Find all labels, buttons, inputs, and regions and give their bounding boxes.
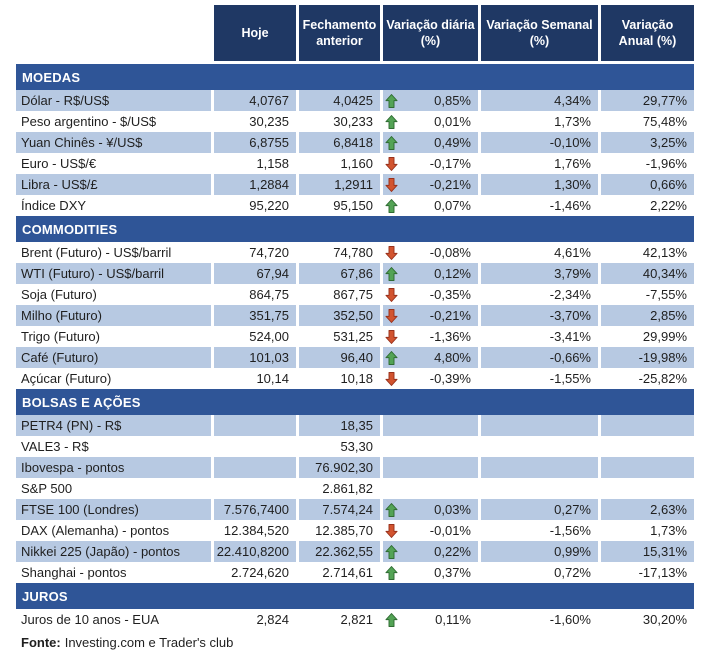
cell-fechamento: 67,86 xyxy=(299,263,380,284)
cell-hoje: 95,220 xyxy=(214,195,296,216)
section-header-commodities xyxy=(16,216,694,242)
cell-variacao-anual: 1,73% xyxy=(601,520,694,541)
cell-variacao-diaria xyxy=(383,562,478,583)
cell-variacao-anual: 30,20% xyxy=(601,609,694,630)
cell-hoje xyxy=(214,415,296,436)
cell-variacao-anual: -19,98% xyxy=(601,347,694,368)
trend-up-icon xyxy=(385,565,398,580)
cell-fechamento: 1,2911 xyxy=(299,174,380,195)
cell-variacao-anual: 2,22% xyxy=(601,195,694,216)
cell-variacao-anual: -25,82% xyxy=(601,368,694,389)
table-row xyxy=(16,368,694,389)
trend-down-icon xyxy=(385,523,398,538)
section-title: BOLSAS E AÇÕES xyxy=(22,394,141,410)
table-row xyxy=(16,478,694,499)
cell-fechamento: 867,75 xyxy=(299,284,380,305)
cell-fechamento: 352,50 xyxy=(299,305,380,326)
cell-hoje: 4,0767 xyxy=(214,90,296,111)
cell-hoje xyxy=(214,436,296,457)
cell-variacao-diaria xyxy=(383,347,478,368)
section-header-moedas xyxy=(16,64,694,90)
row-label: PETR4 (PN) - R$ xyxy=(16,415,211,436)
table-row xyxy=(16,347,694,368)
cell-variacao-anual: 42,13% xyxy=(601,242,694,263)
row-label: Café (Futuro) xyxy=(16,347,211,368)
row-label: Euro - US$/€ xyxy=(16,153,211,174)
table-row xyxy=(16,520,694,541)
row-label: Trigo (Futuro) xyxy=(16,326,211,347)
cell-variacao-semanal: 1,76% xyxy=(481,153,598,174)
cell-fechamento: 6,8418 xyxy=(299,132,380,153)
table-row xyxy=(16,195,694,216)
cell-variacao-anual: -17,13% xyxy=(601,562,694,583)
table-row xyxy=(16,326,694,347)
row-label: S&P 500 xyxy=(16,478,211,499)
column-header-hoje: Hoje xyxy=(214,5,296,61)
variacao-diaria-value: 0,01% xyxy=(434,114,471,129)
cell-variacao-semanal: -0,66% xyxy=(481,347,598,368)
row-label: Ibovespa - pontos xyxy=(16,457,211,478)
cell-fechamento: 30,233 xyxy=(299,111,380,132)
cell-variacao-anual: 40,34% xyxy=(601,263,694,284)
trend-up-icon xyxy=(385,502,398,517)
cell-fechamento: 18,35 xyxy=(299,415,380,436)
row-label: DAX (Alemanha) - pontos xyxy=(16,520,211,541)
cell-variacao-diaria xyxy=(383,520,478,541)
cell-hoje: 22.410,8200 xyxy=(214,541,296,562)
table-row xyxy=(16,436,694,457)
variacao-diaria-value: 0,07% xyxy=(434,198,471,213)
variacao-diaria-value: 0,85% xyxy=(434,93,471,108)
cell-variacao-semanal: 4,34% xyxy=(481,90,598,111)
variacao-diaria-value: 0,03% xyxy=(434,502,471,517)
cell-fechamento: 95,150 xyxy=(299,195,380,216)
cell-hoje xyxy=(214,457,296,478)
table-row xyxy=(16,153,694,174)
cell-variacao-semanal xyxy=(481,478,598,499)
table-row xyxy=(16,499,694,520)
table-row xyxy=(16,562,694,583)
cell-variacao-semanal: 1,73% xyxy=(481,111,598,132)
trend-down-icon xyxy=(385,308,398,323)
cell-variacao-anual: 2,63% xyxy=(601,499,694,520)
cell-variacao-semanal xyxy=(481,415,598,436)
cell-variacao-semanal: -1,46% xyxy=(481,195,598,216)
cell-variacao-semanal: 3,79% xyxy=(481,263,598,284)
cell-variacao-anual: 29,99% xyxy=(601,326,694,347)
cell-variacao-diaria xyxy=(383,111,478,132)
cell-variacao-diaria xyxy=(383,153,478,174)
table-body xyxy=(16,64,694,630)
cell-variacao-diaria xyxy=(383,326,478,347)
cell-variacao-diaria xyxy=(383,263,478,284)
cell-variacao-anual: 15,31% xyxy=(601,541,694,562)
row-label: Libra - US$/£ xyxy=(16,174,211,195)
row-label: Brent (Futuro) - US$/barril xyxy=(16,242,211,263)
trend-up-icon xyxy=(385,93,398,108)
cell-variacao-anual: 2,85% xyxy=(601,305,694,326)
trend-up-icon xyxy=(385,612,398,627)
cell-variacao-diaria xyxy=(383,609,478,630)
cell-variacao-semanal: -1,60% xyxy=(481,609,598,630)
column-header-variacao-anual: Variação Anual (%) xyxy=(601,5,694,61)
cell-variacao-semanal xyxy=(481,457,598,478)
cell-variacao-semanal: 4,61% xyxy=(481,242,598,263)
table-header xyxy=(16,5,694,61)
cell-variacao-diaria xyxy=(383,457,478,478)
row-label: FTSE 100 (Londres) xyxy=(16,499,211,520)
cell-hoje: 12.384,520 xyxy=(214,520,296,541)
variacao-diaria-value: -0,17% xyxy=(429,156,471,171)
cell-variacao-diaria xyxy=(383,541,478,562)
variacao-diaria-value: -0,21% xyxy=(429,177,471,192)
cell-fechamento: 10,18 xyxy=(299,368,380,389)
cell-hoje: 524,00 xyxy=(214,326,296,347)
cell-variacao-diaria xyxy=(383,499,478,520)
variacao-diaria-value: 0,11% xyxy=(435,612,471,627)
row-label: Yuan Chinês - ¥/US$ xyxy=(16,132,211,153)
column-header-fechamento: Fechamento anterior xyxy=(299,5,380,61)
variacao-diaria-value: 0,37% xyxy=(434,565,471,580)
table-row xyxy=(16,284,694,305)
cell-variacao-semanal: -2,34% xyxy=(481,284,598,305)
cell-variacao-anual: 29,77% xyxy=(601,90,694,111)
section-title: COMMODITIES xyxy=(22,221,118,237)
variacao-diaria-value: 0,12% xyxy=(434,266,471,281)
cell-variacao-anual: -7,55% xyxy=(601,284,694,305)
table-row xyxy=(16,457,694,478)
variacao-diaria-value: 0,22% xyxy=(434,544,471,559)
cell-fechamento: 2.714,61 xyxy=(299,562,380,583)
cell-variacao-diaria xyxy=(383,284,478,305)
cell-variacao-semanal: 0,72% xyxy=(481,562,598,583)
cell-fechamento: 22.362,55 xyxy=(299,541,380,562)
cell-hoje: 6,8755 xyxy=(214,132,296,153)
cell-hoje: 1,158 xyxy=(214,153,296,174)
cell-variacao-diaria xyxy=(383,195,478,216)
section-header-bolsas-e-acoes xyxy=(16,389,694,415)
cell-hoje: 7.576,7400 xyxy=(214,499,296,520)
cell-variacao-semanal: -0,10% xyxy=(481,132,598,153)
section-title: JUROS xyxy=(22,588,68,604)
cell-fechamento: 76.902,30 xyxy=(299,457,380,478)
trend-up-icon xyxy=(385,350,398,365)
cell-variacao-semanal: -1,56% xyxy=(481,520,598,541)
table-row xyxy=(16,305,694,326)
row-label: Milho (Futuro) xyxy=(16,305,211,326)
trend-down-icon xyxy=(385,329,398,344)
cell-variacao-anual: 3,25% xyxy=(601,132,694,153)
header-spacer xyxy=(16,5,211,61)
table-row xyxy=(16,415,694,436)
cell-variacao-anual xyxy=(601,415,694,436)
column-header-variacao-diaria: Variação diária (%) xyxy=(383,5,478,61)
row-label: Peso argentino - $/US$ xyxy=(16,111,211,132)
trend-down-icon xyxy=(385,371,398,386)
cell-variacao-anual: 75,48% xyxy=(601,111,694,132)
table-row xyxy=(16,111,694,132)
trend-up-icon xyxy=(385,198,398,213)
cell-hoje xyxy=(214,478,296,499)
row-label: Dólar - R$/US$ xyxy=(16,90,211,111)
cell-variacao-anual xyxy=(601,436,694,457)
cell-hoje: 2,824 xyxy=(214,609,296,630)
cell-fechamento: 7.574,24 xyxy=(299,499,380,520)
cell-variacao-diaria xyxy=(383,242,478,263)
table-row xyxy=(16,263,694,284)
row-label: Nikkei 225 (Japão) - pontos xyxy=(16,541,211,562)
cell-hoje: 10,14 xyxy=(214,368,296,389)
row-label: Juros de 10 anos - EUA xyxy=(16,609,211,630)
cell-variacao-semanal: -1,55% xyxy=(481,368,598,389)
cell-fechamento: 2,821 xyxy=(299,609,380,630)
cell-variacao-diaria xyxy=(383,478,478,499)
cell-variacao-diaria xyxy=(383,174,478,195)
trend-down-icon xyxy=(385,177,398,192)
row-label: WTI (Futuro) - US$/barril xyxy=(16,263,211,284)
column-header-variacao-semanal: Variação Semanal (%) xyxy=(481,5,598,61)
table-row xyxy=(16,242,694,263)
cell-hoje: 101,03 xyxy=(214,347,296,368)
cell-variacao-diaria xyxy=(383,90,478,111)
row-label: Índice DXY xyxy=(16,195,211,216)
cell-variacao-semanal: 0,27% xyxy=(481,499,598,520)
table-row xyxy=(16,90,694,111)
table-row xyxy=(16,541,694,562)
source-text: Investing.com e Trader's club xyxy=(64,635,234,650)
cell-hoje: 30,235 xyxy=(214,111,296,132)
cell-variacao-diaria xyxy=(383,368,478,389)
cell-fechamento: 53,30 xyxy=(299,436,380,457)
table-row xyxy=(16,132,694,153)
trend-up-icon xyxy=(385,266,398,281)
trend-down-icon xyxy=(385,245,398,260)
variacao-diaria-value: 4,80% xyxy=(434,350,471,365)
trend-down-icon xyxy=(385,156,398,171)
section-title: MOEDAS xyxy=(22,69,81,85)
table-row xyxy=(16,609,694,630)
cell-fechamento: 2.861,82 xyxy=(299,478,380,499)
cell-variacao-semanal xyxy=(481,436,598,457)
variacao-diaria-value: -0,39% xyxy=(429,371,471,386)
cell-variacao-semanal: 0,99% xyxy=(481,541,598,562)
row-label: Soja (Futuro) xyxy=(16,284,211,305)
cell-fechamento: 96,40 xyxy=(299,347,380,368)
variacao-diaria-value: -0,08% xyxy=(429,245,471,260)
cell-hoje: 1,2884 xyxy=(214,174,296,195)
cell-variacao-diaria xyxy=(383,305,478,326)
variacao-diaria-value: -0,35% xyxy=(429,287,471,302)
cell-hoje: 67,94 xyxy=(214,263,296,284)
cell-hoje: 351,75 xyxy=(214,305,296,326)
cell-variacao-anual xyxy=(601,457,694,478)
section-header-juros xyxy=(16,583,694,609)
cell-fechamento: 4,0425 xyxy=(299,90,380,111)
source-note xyxy=(16,635,694,650)
trend-up-icon xyxy=(385,544,398,559)
row-label: Shanghai - pontos xyxy=(16,562,211,583)
cell-hoje: 864,75 xyxy=(214,284,296,305)
cell-variacao-diaria xyxy=(383,132,478,153)
cell-fechamento: 12.385,70 xyxy=(299,520,380,541)
trend-down-icon xyxy=(385,287,398,302)
cell-variacao-semanal: -3,41% xyxy=(481,326,598,347)
cell-variacao-semanal: 1,30% xyxy=(481,174,598,195)
cell-variacao-diaria xyxy=(383,415,478,436)
trend-up-icon xyxy=(385,135,398,150)
cell-fechamento: 74,780 xyxy=(299,242,380,263)
cell-fechamento: 1,160 xyxy=(299,153,380,174)
cell-hoje: 74,720 xyxy=(214,242,296,263)
row-label: Açúcar (Futuro) xyxy=(16,368,211,389)
cell-variacao-anual: 0,66% xyxy=(601,174,694,195)
cell-variacao-anual: -1,96% xyxy=(601,153,694,174)
source-label: Fonte: xyxy=(21,635,61,650)
table-row xyxy=(16,174,694,195)
row-label: VALE3 - R$ xyxy=(16,436,211,457)
cell-variacao-semanal: -3,70% xyxy=(481,305,598,326)
variacao-diaria-value: -1,36% xyxy=(429,329,471,344)
variacao-diaria-value: 0,49% xyxy=(434,135,471,150)
cell-variacao-diaria xyxy=(383,436,478,457)
trend-up-icon xyxy=(385,114,398,129)
cell-hoje: 2.724,620 xyxy=(214,562,296,583)
variacao-diaria-value: -0,01% xyxy=(429,523,471,538)
cell-variacao-anual xyxy=(601,478,694,499)
cell-fechamento: 531,25 xyxy=(299,326,380,347)
variacao-diaria-value: -0,21% xyxy=(429,308,471,323)
